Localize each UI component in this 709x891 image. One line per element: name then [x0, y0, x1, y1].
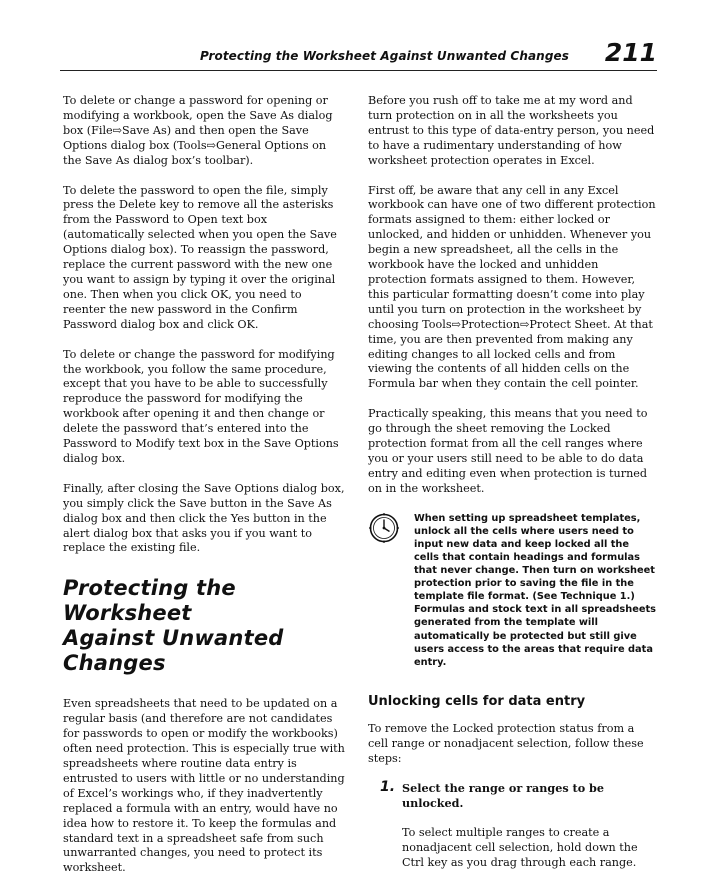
tip-text: When setting up spreadsheet templates, unlock all the cells where users need to input new data and keep locked all the cells that contain headings and formulas that never change. Then turn on worksheet protection prior to saving the file in the template file format. (See Technique 1.) Formulas and stock text in all spreadsheets generated from the template will automatically be protected but still give users access to the areas that require data entry. [414, 512, 657, 668]
page-header [60, 40, 657, 71]
left-column [63, 94, 346, 891]
section-heading-line: Protecting the Worksheet [63, 576, 236, 626]
paragraph: To delete or change the password for modifying the workbook, you follow the same procedure, except that you have to be able to successfully reproduce the password for modifying the workbook after opening it and then change or delete the password that’s entered into the Password to Modify text box in the Save Options dialog box. [63, 347, 339, 465]
paragraph: Even spreadsheets that need to be updated on a regular basis (and therefore are not candidates for passwords to open or modify the workbooks) often need protection. This is especially true with spreadsheets where routine data entry is entrusted to users with little or no understanding of Excel’s workings who, if they inadvertently replaced a formula with an entry, would have no idea how to restore it. To keep the formulas and standard text in a spreadsheet safe from such unwarranted changes, you need to protect its worksheet. [63, 697, 345, 875]
section-heading [63, 576, 346, 676]
subheading: Unlocking cells for data entry [368, 693, 586, 709]
paragraph: To delete or change a password for opening or modifying a workbook, open the Save As dialog box (File⇨Save As) and then open the Save Options dialog box (Tools⇨General Options on the Save As dialog box’s toolbar). [63, 94, 333, 167]
page-number: 211 [604, 38, 657, 67]
step-item [368, 781, 656, 871]
step-body: To select multiple ranges to create a nonadjacent cell selection, hold down the Ctrl key as you drag through each range. [402, 826, 638, 870]
right-column [368, 94, 656, 886]
section-heading-line: Against Unwanted Changes [63, 626, 284, 676]
paragraph: Practically speaking, this means that you need to go through the sheet removing the Locked protection format from all the cell ranges where you or your users still need to be able to do data entry and editing even when protection is turned on in the worksheet. [368, 407, 648, 495]
tip-box [368, 512, 656, 669]
running-head: Protecting the Worksheet Against Unwanted Changes [199, 49, 569, 63]
step-title: Select the range or ranges to be unlocked. [402, 781, 604, 811]
paragraph: To delete the password to open the file, simply press the Delete key to remove all the asterisks from the Password to Open text box (automatically selected when you open the Save Options dialog box). To reassign the password, replace the current password with the new one you want to assign by typing it over the original one. Then when you click OK, you need to reenter the new password in the Confirm Password dialog box and click OK. [63, 183, 337, 331]
step-number: 1. [380, 779, 396, 796]
paragraph: Finally, after closing the Save Options dialog box, you simply click the Save button in the Save As dialog box and then click the Yes button in the alert dialog box that asks you if you want to replace the existing file. [63, 481, 345, 555]
paragraph: Before you rush off to take me at my word and turn protection on in all the worksheets you entrust to this type of data-entry person, you need to have a rudimentary understanding of how worksheet protection operates in Excel. [368, 94, 655, 167]
paragraph: First off, be aware that any cell in any Excel workbook can have one of two different protection formats assigned to them: either locked or unlocked, and hidden or unhidden. Whenever you begin a new spreadsheet, all the cells in the workbook have the locked and unhidden protection formats assigned to them. However, this particular formatting doesn’t come into play until you turn on protection in the worksheet by choosing Tools⇨Protection⇨Protect Sheet. At that time, you are then prevented from making any editing changes to all locked cells and from viewing the contents of all hidden cells on the Formula bar when they contain the cell pointer. [368, 183, 656, 391]
time-saver-clock-icon [368, 512, 400, 544]
paragraph: To remove the Locked protection status from a cell range or nonadjacent selection, follow these steps: [368, 721, 644, 765]
